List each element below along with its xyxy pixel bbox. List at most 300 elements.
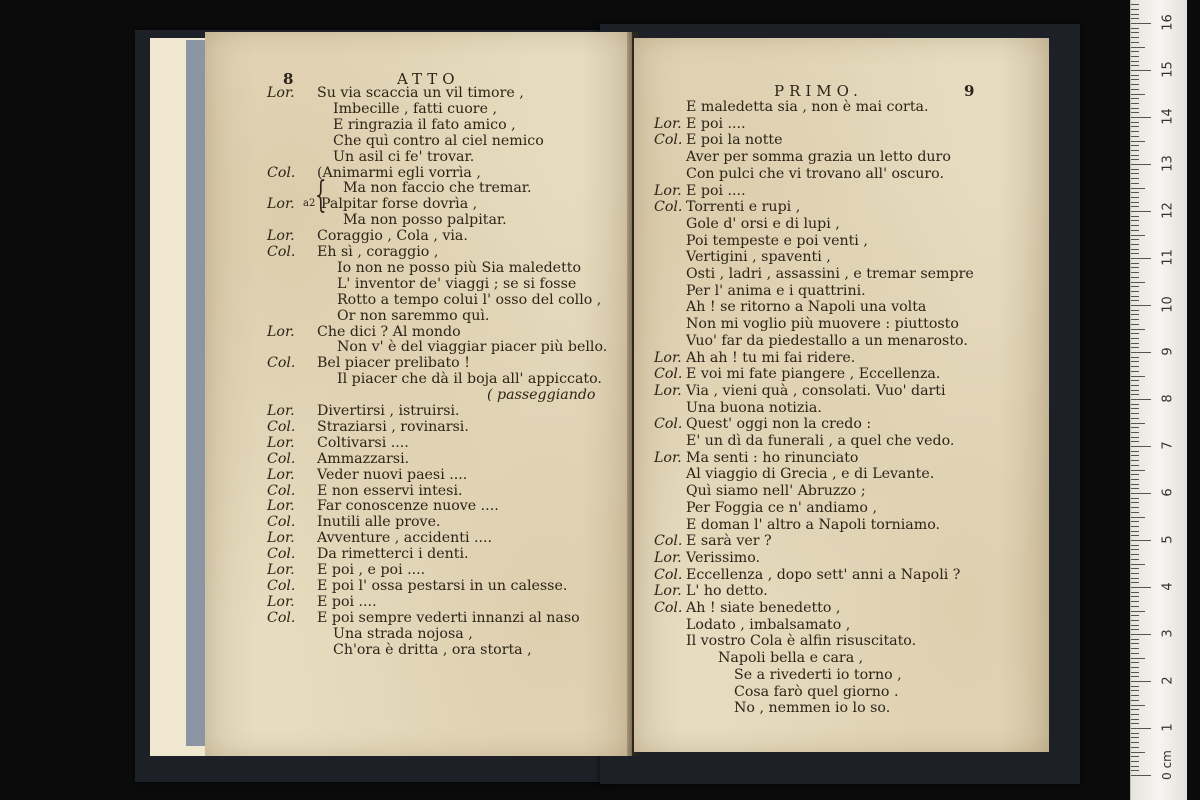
ruler-tick bbox=[1131, 230, 1139, 231]
ruler-tick bbox=[1131, 756, 1139, 757]
ruler-tick bbox=[1131, 719, 1139, 720]
ruler-tick bbox=[1131, 376, 1145, 377]
ruler-tick bbox=[1131, 629, 1139, 630]
verse-text: ( passeggiando bbox=[487, 387, 596, 404]
verse-text: Con pulci che vi trovano all' oscuro. bbox=[686, 165, 944, 182]
verse-text: Or non saremmo quì. bbox=[337, 307, 490, 324]
ruler-tick bbox=[1131, 441, 1139, 442]
ruler-tick bbox=[1131, 437, 1139, 438]
brace-glyph: { bbox=[315, 175, 327, 217]
ruler-tick bbox=[1131, 329, 1145, 330]
ruler-number: 9 bbox=[1160, 347, 1176, 356]
verse-text: Un asil ci fe' trovar. bbox=[333, 148, 475, 165]
ruler-tick bbox=[1131, 277, 1139, 278]
text-line bbox=[654, 166, 944, 182]
text-line bbox=[267, 212, 507, 228]
speaker-label: Col. bbox=[267, 418, 296, 435]
ruler-tick bbox=[1131, 79, 1139, 80]
text-line bbox=[267, 244, 438, 260]
text-line bbox=[267, 117, 516, 133]
ruler-tick bbox=[1131, 47, 1145, 48]
ruler-tick bbox=[1131, 244, 1139, 245]
ruler-tick bbox=[1131, 18, 1139, 19]
verse-text: L' inventor de' viaggi ; se si fosse bbox=[337, 275, 577, 292]
ruler-tick bbox=[1131, 235, 1145, 236]
ruler-tick bbox=[1131, 390, 1139, 391]
ruler-tick bbox=[1131, 310, 1139, 311]
ruler-tick bbox=[1131, 188, 1145, 189]
ruler-tick bbox=[1131, 352, 1151, 353]
verse-text: Straziarsi , rovinarsi. bbox=[317, 418, 469, 435]
text-line bbox=[654, 667, 902, 683]
ruler-tick bbox=[1131, 122, 1139, 123]
text-line bbox=[654, 199, 800, 215]
ruler-tick bbox=[1131, 578, 1139, 579]
ruler-tick bbox=[1131, 394, 1139, 395]
verse-text: E non esservi intesi. bbox=[317, 482, 463, 499]
ruler-tick bbox=[1131, 56, 1139, 57]
verse-text: Su via scaccia un vil timore , bbox=[317, 85, 524, 101]
ruler-tick bbox=[1131, 155, 1139, 156]
ruler-tick bbox=[1131, 545, 1139, 546]
ruler-tick bbox=[1131, 427, 1139, 428]
text-line bbox=[267, 292, 601, 308]
ruler-tick bbox=[1131, 540, 1151, 541]
text-line bbox=[654, 350, 855, 366]
text-line bbox=[267, 324, 461, 340]
ruler-tick bbox=[1131, 451, 1139, 452]
ruler-number: 2 bbox=[1160, 676, 1176, 685]
speaker-label: Lor. bbox=[267, 562, 295, 578]
ruler-tick bbox=[1131, 126, 1139, 127]
ruler-tick bbox=[1131, 446, 1151, 447]
verse-text: Aver per somma grazia un letto duro bbox=[686, 149, 951, 166]
ruler-number: 6 bbox=[1160, 488, 1176, 497]
verse-text: (Animarmi egli vorrìa , bbox=[317, 164, 481, 181]
text-line bbox=[654, 266, 974, 282]
text-line bbox=[267, 355, 470, 371]
verse-text: Bel piacer prelibato ! bbox=[317, 355, 470, 372]
ruler-tick bbox=[1131, 89, 1139, 90]
verse-text: E ringrazia il fato amico , bbox=[333, 116, 516, 133]
text-line bbox=[267, 196, 477, 212]
text-line bbox=[654, 316, 959, 332]
ruler-tick bbox=[1131, 28, 1139, 29]
ruler-tick bbox=[1131, 733, 1139, 734]
speaker-label: Lor. bbox=[267, 466, 295, 483]
ruler-tick bbox=[1131, 61, 1139, 62]
ruler-tick bbox=[1131, 423, 1145, 424]
ruler-tick bbox=[1131, 408, 1139, 409]
verse-text: Vuo' far da piedestallo a un menarosto. bbox=[686, 332, 968, 349]
verse-text: Al viaggio di Grecia , e di Levante. bbox=[686, 466, 935, 483]
text-line bbox=[267, 387, 595, 403]
ruler-tick bbox=[1131, 705, 1145, 706]
running-head: ATTO bbox=[397, 70, 460, 88]
text-line bbox=[654, 500, 877, 516]
text-line bbox=[654, 299, 926, 315]
speaker-label: Lor. bbox=[654, 583, 682, 600]
speaker-label: Col. bbox=[267, 546, 296, 563]
text-line bbox=[267, 626, 473, 642]
text-line bbox=[654, 533, 772, 549]
ruler-tick bbox=[1131, 333, 1139, 334]
ruler-tick bbox=[1131, 357, 1139, 358]
ruler-tick bbox=[1131, 319, 1139, 320]
verse-text: Gole d' orsi e di lupi , bbox=[686, 215, 840, 232]
ruler-tick bbox=[1131, 700, 1139, 701]
ruler-tick bbox=[1131, 141, 1145, 142]
ruler-tick bbox=[1131, 300, 1139, 301]
ruler-tick bbox=[1131, 521, 1139, 522]
speaker-label: Col. bbox=[267, 577, 296, 594]
right-page bbox=[634, 38, 1049, 752]
ruler-tick bbox=[1131, 112, 1139, 113]
verse-text: Per Foggia ce n' andiamo , bbox=[686, 499, 877, 516]
text-line bbox=[654, 617, 850, 633]
ruler-tick bbox=[1131, 70, 1151, 71]
text-line bbox=[654, 600, 840, 616]
text-line bbox=[654, 567, 960, 583]
ruler-tick bbox=[1131, 526, 1139, 527]
ruler-tick bbox=[1131, 291, 1139, 292]
speaker-label: Lor. bbox=[267, 85, 295, 101]
ruler-tick bbox=[1131, 470, 1145, 471]
page-number: 8 bbox=[283, 70, 294, 88]
ruler-tick bbox=[1131, 206, 1139, 207]
verse-text: Eh sì , coraggio , bbox=[317, 244, 439, 260]
verse-text: Ma non posso palpitar. bbox=[343, 212, 507, 229]
text-line bbox=[654, 416, 871, 432]
text-line bbox=[267, 260, 581, 276]
verse-text: E' un dì da funerali , a quel che vedo. bbox=[686, 433, 955, 449]
ruler-tick bbox=[1131, 512, 1139, 513]
verse-text: Ah ! se ritorno a Napoli una volta bbox=[686, 299, 927, 316]
verse-text: Ch'ora è dritta , ora storta , bbox=[333, 641, 532, 658]
text-line bbox=[654, 383, 946, 399]
verse-text: Che dici ? Al mondo bbox=[317, 323, 461, 340]
verse-text: Palpitar forse dovrìa , bbox=[321, 196, 478, 213]
ruler-tick bbox=[1131, 305, 1151, 306]
text-line bbox=[267, 403, 460, 419]
verse-text: Divertirsi , istruirsi. bbox=[317, 403, 460, 419]
left-page bbox=[205, 32, 632, 756]
verse-text: Per l' anima e i quattrini. bbox=[686, 282, 866, 299]
speaker-label: Col. bbox=[267, 514, 296, 531]
ruler-tick bbox=[1131, 493, 1151, 494]
ruler-tick bbox=[1131, 737, 1139, 738]
ruler-tick bbox=[1131, 672, 1139, 673]
text-line bbox=[267, 546, 469, 562]
ruler-tick bbox=[1131, 507, 1139, 508]
speaker-label: Col. bbox=[654, 533, 683, 550]
ruler-tick bbox=[1131, 761, 1139, 762]
speaker-label: Col. bbox=[267, 355, 296, 372]
page-number: 9 bbox=[964, 82, 975, 100]
ruler-tick bbox=[1131, 197, 1139, 198]
ruler-tick bbox=[1131, 404, 1139, 405]
ruler-tick bbox=[1131, 136, 1139, 137]
verse-text: Il vostro Cola è alfin risuscitato. bbox=[686, 633, 917, 650]
verse-text: Non v' è del viaggiar piacer più bello. bbox=[337, 339, 608, 356]
text-line bbox=[267, 530, 492, 546]
speaker-label: Lor. bbox=[654, 349, 682, 366]
verse-text: Una strada nojosa , bbox=[333, 625, 473, 642]
text-line bbox=[267, 642, 532, 658]
text-line bbox=[654, 216, 840, 232]
ruler-tick bbox=[1131, 709, 1139, 710]
text-line bbox=[654, 233, 868, 249]
speaker-label: Lor. bbox=[654, 182, 682, 199]
ruler-tick bbox=[1131, 399, 1151, 400]
verse-text: Osti , ladri , assassini , e tremar sempre bbox=[686, 266, 974, 282]
running-head: PRIMO. bbox=[774, 82, 863, 100]
verse-text: Inutili alle prove. bbox=[317, 514, 441, 531]
ruler-tick bbox=[1131, 648, 1139, 649]
speaker-label: Lor. bbox=[654, 449, 682, 466]
ruler-tick bbox=[1131, 272, 1139, 273]
ruler-tick bbox=[1131, 108, 1139, 109]
ruler-tick bbox=[1131, 606, 1139, 607]
speaker-label: Lor. bbox=[267, 530, 295, 547]
ruler-tick bbox=[1131, 183, 1139, 184]
text-line bbox=[267, 467, 467, 483]
ruler-tick bbox=[1131, 770, 1139, 771]
ruler-tick bbox=[1131, 253, 1139, 254]
ruler-tick bbox=[1131, 676, 1139, 677]
ruler-tick bbox=[1131, 474, 1139, 475]
text-line bbox=[267, 276, 576, 292]
speaker-label: Lor. bbox=[267, 403, 295, 419]
ruler-tick bbox=[1131, 775, 1151, 776]
text-line bbox=[654, 483, 866, 499]
ruler-tick bbox=[1131, 192, 1139, 193]
ruler-tick bbox=[1131, 347, 1139, 348]
verse-text: E poi , e poi .... bbox=[317, 562, 426, 578]
verse-text: Avventure , accidenti .... bbox=[317, 530, 493, 547]
verse-text: Se a rivederti io torno , bbox=[734, 666, 902, 683]
ruler-tick bbox=[1131, 4, 1139, 5]
verse-text: Via , vieni quà , consolati. Vuo' darti bbox=[686, 382, 946, 399]
verse-text: Vertigini , spaventi , bbox=[686, 249, 831, 266]
ruler-tick bbox=[1131, 479, 1139, 480]
ruler-tick bbox=[1131, 343, 1139, 344]
ruler-tick bbox=[1131, 658, 1145, 659]
ruler-tick bbox=[1131, 653, 1139, 654]
ruler-tick bbox=[1131, 549, 1139, 550]
text-line bbox=[654, 633, 916, 649]
ruler-tick bbox=[1131, 643, 1139, 644]
ruler-tick bbox=[1131, 752, 1145, 753]
text-line bbox=[654, 366, 940, 382]
speaker-label: Lor. bbox=[654, 549, 682, 566]
verse-text: Cosa farò quel giorno . bbox=[734, 683, 899, 700]
ruler-tick bbox=[1131, 371, 1139, 372]
ruler-tick bbox=[1131, 488, 1139, 489]
text-line bbox=[654, 249, 831, 265]
speaker-label: Lor. bbox=[654, 382, 682, 399]
text-line bbox=[654, 283, 866, 299]
ruler-number: 7 bbox=[1160, 441, 1176, 450]
ruler-tick bbox=[1131, 314, 1139, 315]
ruler-number: 12 bbox=[1160, 202, 1176, 219]
ruler-tick bbox=[1131, 662, 1139, 663]
ruler-tick bbox=[1131, 202, 1139, 203]
text-line bbox=[654, 183, 746, 199]
ruler-tick bbox=[1131, 625, 1139, 626]
ruler-tick bbox=[1131, 535, 1139, 536]
ruler-number: 1 bbox=[1160, 723, 1176, 732]
ruler-tick bbox=[1131, 460, 1139, 461]
verse-text: E voi mi fate piangere , Eccellenza. bbox=[686, 366, 941, 383]
ruler-tick bbox=[1131, 686, 1139, 687]
ruler-tick bbox=[1131, 173, 1139, 174]
ruler-tick bbox=[1131, 667, 1139, 668]
verse-text: E poi .... bbox=[317, 593, 377, 610]
text-line bbox=[654, 99, 929, 115]
ruler-tick bbox=[1131, 465, 1139, 466]
text-line bbox=[654, 517, 940, 533]
ruler-tick bbox=[1131, 498, 1139, 499]
speaker-label: Col. bbox=[267, 164, 296, 181]
ruler-tick bbox=[1131, 220, 1139, 221]
ruler-tick bbox=[1131, 573, 1139, 574]
ruler-tick bbox=[1131, 225, 1139, 226]
text-line bbox=[267, 228, 468, 244]
text-line bbox=[267, 308, 489, 324]
ruler-tick bbox=[1131, 601, 1139, 602]
a-due-marker: a2 bbox=[303, 198, 316, 210]
ruler-tick bbox=[1131, 596, 1139, 597]
speaker-label: Col. bbox=[654, 416, 683, 433]
ruler-number: 8 bbox=[1160, 394, 1176, 403]
text-line bbox=[267, 165, 481, 181]
measuring-ruler bbox=[1130, 0, 1187, 800]
ruler-tick bbox=[1131, 296, 1139, 297]
ruler-number: 16 bbox=[1160, 14, 1176, 31]
speaker-label: Col. bbox=[267, 450, 296, 467]
ruler-tick bbox=[1131, 263, 1139, 264]
ruler-tick bbox=[1131, 37, 1139, 38]
verse-text: Coltivarsi .... bbox=[317, 434, 409, 451]
ruler-tick bbox=[1131, 211, 1151, 212]
text-line bbox=[267, 610, 580, 626]
ruler-tick bbox=[1131, 587, 1151, 588]
verse-text: Imbecille , fatti cuore , bbox=[333, 100, 498, 117]
ruler-number: 15 bbox=[1160, 61, 1176, 78]
verse-text: E poi la notte bbox=[686, 132, 783, 149]
ruler-tick bbox=[1131, 531, 1139, 532]
ruler-tick bbox=[1131, 714, 1139, 715]
verse-text: Coraggio , Cola , via. bbox=[317, 228, 468, 245]
verse-text: Non mi voglio più muovere : piuttosto bbox=[686, 316, 959, 333]
verse-text: E sarà ver ? bbox=[686, 533, 772, 550]
ruler-tick bbox=[1131, 282, 1145, 283]
verse-text: Quì siamo nell' Abruzzo ; bbox=[686, 483, 866, 500]
verse-text: E maledetta sia , non è mai corta. bbox=[686, 99, 929, 115]
ruler-tick bbox=[1131, 413, 1139, 414]
text-line bbox=[267, 498, 499, 514]
ruler-tick bbox=[1131, 620, 1139, 621]
ruler-number: 5 bbox=[1160, 535, 1176, 544]
speaker-label: Col. bbox=[654, 566, 683, 583]
text-line bbox=[654, 650, 863, 666]
ruler-tick bbox=[1131, 559, 1139, 560]
text-line bbox=[654, 700, 890, 716]
speaker-label: Col. bbox=[654, 132, 683, 149]
text-line bbox=[267, 180, 532, 196]
text-line bbox=[654, 583, 768, 599]
speaker-label: Col. bbox=[267, 244, 296, 260]
ruler-tick bbox=[1131, 418, 1139, 419]
ruler-tick bbox=[1131, 517, 1145, 518]
ruler-tick bbox=[1131, 239, 1139, 240]
verse-text: Ma non faccio che tremar. bbox=[343, 180, 532, 197]
ruler-tick bbox=[1131, 117, 1151, 118]
ruler-tick bbox=[1131, 23, 1151, 24]
ruler-tick bbox=[1131, 723, 1139, 724]
text-line bbox=[267, 562, 425, 578]
ruler-tick bbox=[1131, 65, 1139, 66]
text-line bbox=[267, 514, 440, 530]
speaker-label: Lor. bbox=[267, 196, 295, 213]
ruler-number: 13 bbox=[1160, 155, 1176, 172]
speaker-label: Col. bbox=[654, 600, 683, 616]
verse-text: Quest' oggi non la credo : bbox=[686, 416, 872, 433]
ruler-tick bbox=[1131, 84, 1139, 85]
text-line bbox=[654, 433, 954, 449]
ruler-tick bbox=[1131, 14, 1139, 15]
text-line bbox=[267, 594, 377, 610]
text-line bbox=[654, 684, 899, 700]
text-line bbox=[654, 550, 760, 566]
verse-text: L' ho detto. bbox=[686, 583, 768, 600]
ruler-tick bbox=[1131, 611, 1145, 612]
verse-text: Ma senti : ho rinunciato bbox=[686, 449, 859, 466]
ruler-unit-label: 0 cm bbox=[1160, 750, 1174, 780]
ruler-tick bbox=[1131, 258, 1151, 259]
ruler-tick bbox=[1131, 742, 1139, 743]
text-line bbox=[267, 339, 607, 355]
text-line bbox=[267, 419, 469, 435]
ruler-tick bbox=[1131, 455, 1139, 456]
ruler-number: 11 bbox=[1160, 249, 1176, 266]
verse-text: E poi l' ossa pestarsi in un calesse. bbox=[317, 577, 568, 594]
speaker-label: Lor. bbox=[267, 434, 295, 451]
verse-text: Eccellenza , dopo sett' anni a Napoli ? bbox=[686, 566, 961, 583]
ruler-tick bbox=[1131, 338, 1139, 339]
speaker-label: Col. bbox=[654, 199, 683, 216]
verse-text: Il piacer che dà il boja all' appiccato. bbox=[337, 371, 602, 388]
ruler-tick bbox=[1131, 145, 1139, 146]
ruler-tick bbox=[1131, 728, 1151, 729]
ruler-tick bbox=[1131, 634, 1151, 635]
verse-text: E poi .... bbox=[686, 182, 746, 199]
ruler-tick bbox=[1131, 42, 1139, 43]
ruler-tick bbox=[1131, 564, 1145, 565]
text-line bbox=[267, 483, 463, 499]
text-line bbox=[267, 371, 602, 387]
verse-text: E doman l' altro a Napoli torniamo. bbox=[686, 516, 940, 533]
text-line bbox=[654, 132, 783, 148]
ruler-number: 14 bbox=[1160, 108, 1176, 125]
text-line bbox=[654, 116, 746, 132]
speaker-label: Col. bbox=[267, 609, 296, 626]
ruler-tick bbox=[1131, 131, 1139, 132]
ruler-tick bbox=[1131, 690, 1139, 691]
ruler-tick bbox=[1131, 766, 1139, 767]
text-line bbox=[654, 400, 822, 416]
